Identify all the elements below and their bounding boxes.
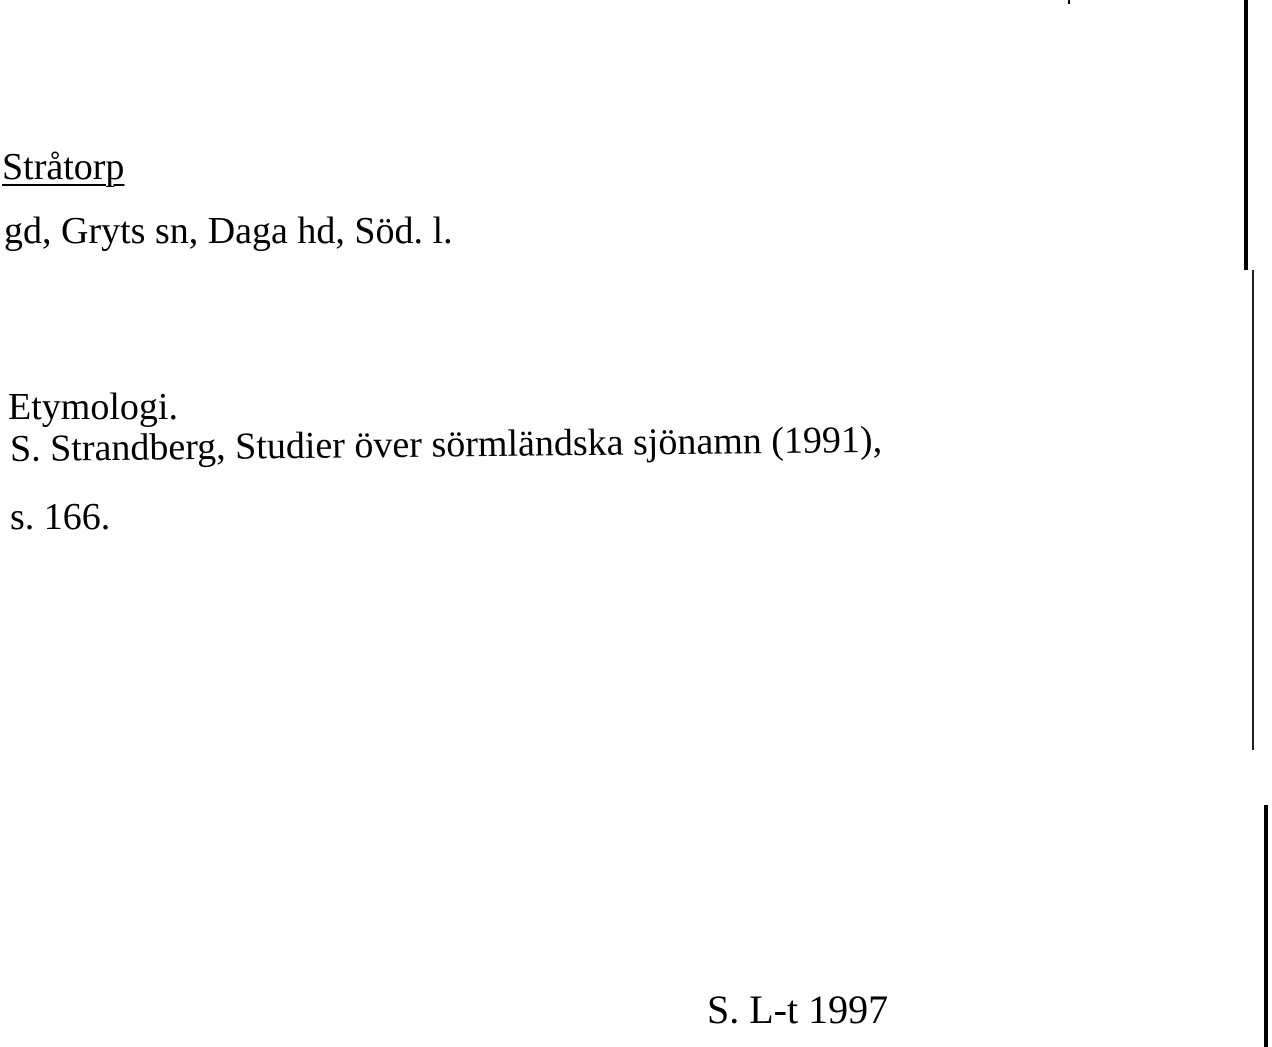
reference-page: s. 166. [10,496,111,538]
scan-mark [1068,0,1070,4]
card-edge-line [1264,805,1268,1047]
headword: Stråtorp [2,146,125,188]
reference-line: S. Strandberg, Studier över sörmländska sjönamn (1991), [9,418,883,470]
card-edge-line [1252,270,1254,750]
section-heading: Etymologi. [8,386,178,428]
location-text: gd, Gryts sn, Daga hd, Söd. l. [4,210,453,252]
signature: S. L-t 1997 [707,987,889,1032]
card-edge-line [1244,0,1248,270]
